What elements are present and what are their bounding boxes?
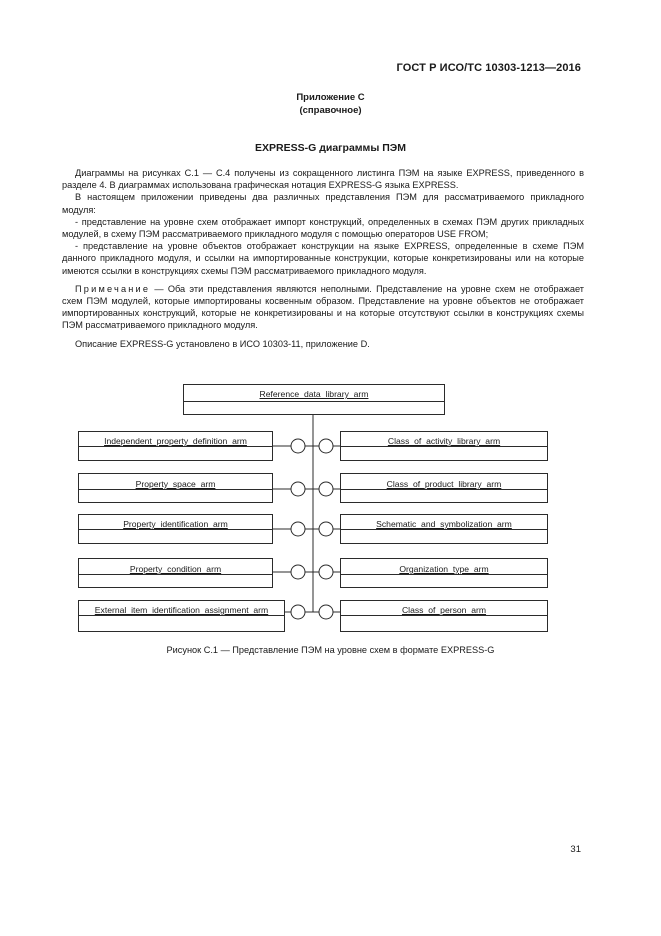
note-label: Примечание [75,283,151,294]
schema-box-top [183,384,445,415]
schema-label: Class_of_product_library_arm [341,479,547,490]
paragraph: Описание EXPRESS-G установлено в ИСО 10303-11, приложение D. [75,338,370,349]
schema-label: External_item_identification_assignment_arm [79,605,284,616]
schema-box-left [78,600,285,632]
use-from-circle [319,565,333,579]
schema-label: Property_space_arm [79,479,272,490]
schema-box-right [340,600,548,632]
list-item: - представление на уровне схем отображает импорт конструкций, определенных в схемах ПЭМ других прикладных модулей, в схему ПЭМ рассматриваемого прикладного модуля с помощью операторов USE FROM; [62,216,584,240]
annex-title: Приложение С [296,92,365,103]
paragraph: Диаграммы на рисунках С.1 — С.4 получены из сокращенного листинга ПЭМ на языке EXPRESS, приведенного в разделе 4. В диаграммах использована графическая нотация EXPRESS-G языка EXPRESS. [62,168,584,191]
standard-number: ГОСТ Р ИСО/ТС 10303-1213—2016 [396,62,581,74]
schema-box-right [340,558,548,588]
paragraph: В настоящем приложении приведены два различных представления ПЭМ для рассматриваемого прикладного модуля: [62,192,584,215]
schema-label: Property_identification_arm [79,519,272,530]
figure-caption: Рисунок С.1 — Представление ПЭМ на уровне схем в формате EXPRESS-G [166,645,495,655]
section-title: EXPRESS-G диаграммы ПЭМ [255,142,406,154]
use-from-circle [319,522,333,536]
use-from-circle [319,605,333,619]
schema-label: Reference_data_library_arm [184,388,444,402]
use-from-circle [291,482,305,496]
schema-label: Organization_type_arm [341,564,547,575]
schema-box-left [78,514,273,544]
use-from-circle [291,522,305,536]
list-item: - представление на уровне объектов отображает конструкции на языке EXPRESS, определенные в схеме ПЭМ данного прикладного модуля, и ссылки на импортированные конструкции, которые конкретизированы или на которые имеются ссылки в конструкциях схемы ПЭМ рассматриваемого прикладного модуля. [62,241,584,276]
use-from-circle [291,439,305,453]
schema-box-left [78,558,273,588]
use-from-circle [319,439,333,453]
schema-box-right [340,431,548,461]
annex-subtitle: (справочное) [299,105,362,116]
schema-label: Independent_property_definition_arm [79,436,272,447]
schema-label: Property_condition_arm [79,564,272,575]
schema-box-left [78,473,273,503]
note [62,283,584,332]
schema-box-right [340,514,548,544]
use-from-circle [291,605,305,619]
use-from-circle [291,565,305,579]
schema-label: Class_of_person_arm [341,605,547,616]
annex-heading [0,91,661,117]
schema-label: Schematic_and_symbolization_arm [341,519,547,530]
schema-label: Class_of_activity_library_arm [341,436,547,447]
schema-box-left [78,431,273,461]
page-number: 31 [570,844,581,855]
body-text [62,167,584,350]
note-text: — Оба эти представления являются неполными. Представление на уровне схем не отображает схем ПЭМ модулей, которые импортированы косвенным образом. Представление на уровне объектов не отображает импортированных конструкций, которые не конкретизированы и на которые отсутствуют ссылки в конструкциях схемы ПЭМ рассматриваемого прикладного модуля. [62,283,584,331]
use-from-circle [319,482,333,496]
schema-box-right [340,473,548,503]
